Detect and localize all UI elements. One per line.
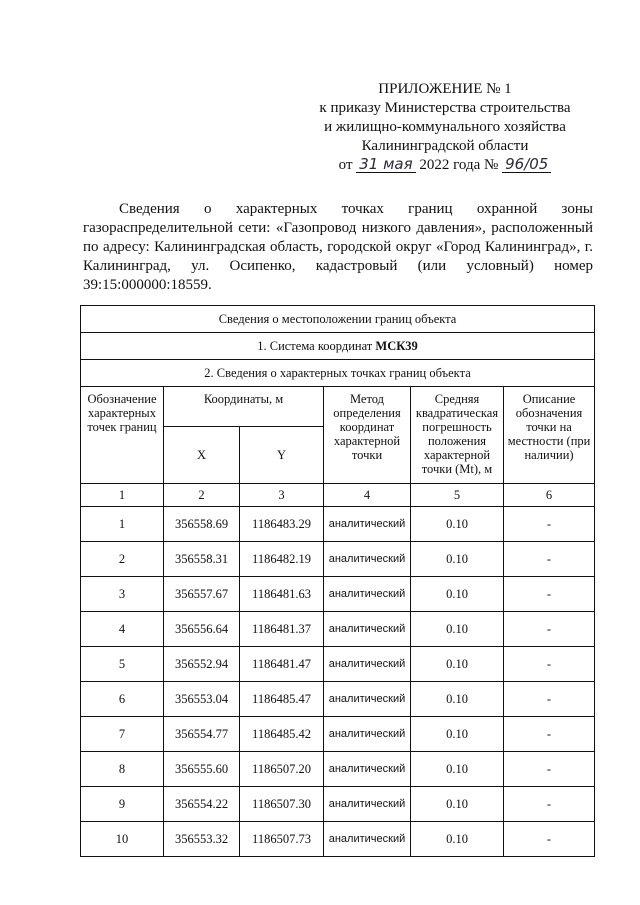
year-number-label: 2022 года №: [419, 157, 499, 173]
table-row: [81, 752, 595, 787]
x-coordinate: 356554.22: [164, 787, 240, 822]
table-row: [81, 682, 595, 717]
order-line-region: Калининградской области: [361, 138, 529, 154]
table-row: [81, 787, 595, 822]
y-coordinate: 1186482.19: [240, 542, 324, 577]
y-coordinate: 1186481.63: [240, 577, 324, 612]
handwritten-number: 96/05: [502, 157, 551, 173]
x-coordinate: 356553.04: [164, 682, 240, 717]
method: аналитический: [324, 787, 411, 822]
point-description: -: [504, 787, 595, 822]
mt-error: 0.10: [411, 612, 504, 647]
y-coordinate: 1186483.29: [240, 507, 324, 542]
mt-error: 0.10: [411, 682, 504, 717]
y-coordinate: 1186507.20: [240, 752, 324, 787]
y-coordinate: 1186485.47: [240, 682, 324, 717]
method: аналитический: [324, 822, 411, 857]
coordinate-system-name: МСК39: [375, 338, 418, 353]
mt-error: 0.10: [411, 577, 504, 612]
x-coordinate: 356556.64: [164, 612, 240, 647]
method: аналитический: [324, 647, 411, 682]
column-number: 6: [504, 484, 595, 507]
point-id: 2: [81, 542, 164, 577]
x-coordinate: 356552.94: [164, 647, 240, 682]
table-row: [81, 507, 595, 542]
point-id: 5: [81, 647, 164, 682]
point-id: 1: [81, 507, 164, 542]
appendix-title: ПРИЛОЖЕНИЕ № 1: [378, 81, 512, 97]
column-number: 4: [324, 484, 411, 507]
column-number: 2: [164, 484, 240, 507]
header-y: Y: [240, 427, 324, 484]
header-x: X: [164, 427, 240, 484]
table-row: [81, 647, 595, 682]
column-number: 1: [81, 484, 164, 507]
mt-error: 0.10: [411, 542, 504, 577]
coordinate-system: [81, 333, 595, 360]
method: аналитический: [324, 507, 411, 542]
point-id: 6: [81, 682, 164, 717]
point-id: 3: [81, 577, 164, 612]
mt-error: 0.10: [411, 717, 504, 752]
section-title: 2. Сведения о характерных точках границ объекта: [81, 360, 595, 387]
point-description: -: [504, 822, 595, 857]
header-error: Средняя квадратическая погрешность положения характерной точки (Mt), м: [411, 387, 504, 484]
boundary-points-table: [80, 305, 595, 857]
x-coordinate: 356553.32: [164, 822, 240, 857]
mt-error: 0.10: [411, 787, 504, 822]
x-coordinate: 356558.31: [164, 542, 240, 577]
method: аналитический: [324, 682, 411, 717]
point-id: 10: [81, 822, 164, 857]
mt-error: 0.10: [411, 822, 504, 857]
order-date-line: [300, 156, 590, 175]
table-row: [81, 542, 595, 577]
x-coordinate: 356557.67: [164, 577, 240, 612]
coordinate-system-prefix: 1. Система координат: [257, 338, 373, 353]
point-id: 8: [81, 752, 164, 787]
header-method: Метод определения координат характерной точки: [324, 387, 411, 484]
point-description: -: [504, 612, 595, 647]
point-description: -: [504, 752, 595, 787]
table-row: [81, 577, 595, 612]
method: аналитический: [324, 717, 411, 752]
mt-error: 0.10: [411, 752, 504, 787]
point-id: 7: [81, 717, 164, 752]
table-row: [81, 717, 595, 752]
intro-text: Сведения о характерных точках границ охранной зоны газораспределительной сети: «Газопровод низкого давления», расположенный по адресу: Калининградская область, городской округ «Город Калининград», г. Калининград, ул. Осипенко, кадастровый (или условный) номер 39:15:000000:18559.: [83, 201, 593, 293]
point-description: -: [504, 717, 595, 752]
method: аналитический: [324, 752, 411, 787]
x-coordinate: 356555.60: [164, 752, 240, 787]
point-description: -: [504, 577, 595, 612]
x-coordinate: 356554.77: [164, 717, 240, 752]
table-title: Сведения о местоположении границ объекта: [81, 306, 595, 333]
y-coordinate: 1186481.47: [240, 647, 324, 682]
point-id: 4: [81, 612, 164, 647]
point-description: -: [504, 647, 595, 682]
mt-error: 0.10: [411, 647, 504, 682]
order-line-ministry: к приказу Министерства строительства: [319, 100, 571, 116]
table-row: [81, 612, 595, 647]
order-line-housing: и жилищно-коммунального хозяйства: [324, 119, 566, 135]
header-designation: Обозначение характерных точек границ: [81, 387, 164, 484]
handwritten-date: 31 мая: [356, 157, 415, 173]
column-number: 3: [240, 484, 324, 507]
method: аналитический: [324, 612, 411, 647]
x-coordinate: 356558.69: [164, 507, 240, 542]
column-number: 5: [411, 484, 504, 507]
y-coordinate: 1186485.42: [240, 717, 324, 752]
mt-error: 0.10: [411, 507, 504, 542]
y-coordinate: 1186481.37: [240, 612, 324, 647]
method: аналитический: [324, 577, 411, 612]
header-coordinates: Координаты, м: [164, 387, 324, 427]
y-coordinate: 1186507.30: [240, 787, 324, 822]
intro-paragraph: [83, 200, 593, 295]
header-description: Описание обозначения точки на местности (при наличии): [504, 387, 595, 484]
point-description: -: [504, 682, 595, 717]
method: аналитический: [324, 542, 411, 577]
document-header: [300, 80, 590, 175]
point-id: 9: [81, 787, 164, 822]
point-description: -: [504, 542, 595, 577]
table-row: [81, 822, 595, 857]
y-coordinate: 1186507.73: [240, 822, 324, 857]
from-label: от: [338, 157, 353, 173]
point-description: -: [504, 507, 595, 542]
